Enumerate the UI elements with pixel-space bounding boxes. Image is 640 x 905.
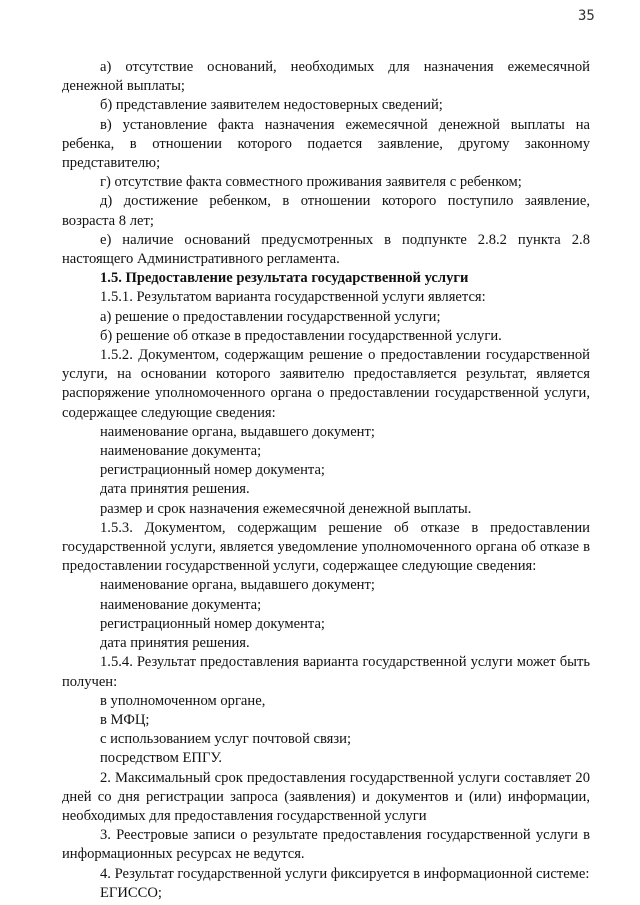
paragraph: 2. Максимальный срок предоставления государственной услуги составляет 20 дней со дня регистрации запроса (заявления) и документов и (или) информации, необходимых для предоставления государственной услуги: [62, 769, 590, 824]
paragraph: дата принятия решения.: [100, 635, 250, 652]
paragraph: ЕГИССО;: [100, 884, 162, 901]
paragraph: г) отсутствие факта совместного проживания заявителя с ребенком;: [100, 174, 522, 191]
paragraph: 4. Результат государственной услуги фиксируется в информационной системе:: [100, 865, 590, 882]
paragraph: 1.5.4. Результат предоставления варианта государственной услуги может быть получен:: [62, 654, 590, 690]
paragraph: в) установление факта назначения ежемесячной денежной выплаты на ребенка, в отношении которого подается заявление, другому законному представителю;: [62, 116, 590, 172]
paragraph: б) решение об отказе в предоставлении государственной услуги.: [100, 327, 502, 344]
paragraph: регистрационный номер документа;: [100, 462, 325, 479]
paragraph: с использованием услуг почтовой связи;: [100, 731, 352, 748]
paragraph: наименование документа;: [100, 443, 262, 460]
paragraph: 1.5.2. Документом, содержащим решение о предоставлении государственной услуги, на основании которого заявителю предоставляется результат, является распоряжение уполномоченного органа о предоставлении государственной услуги, содержащее следующие сведения:: [62, 347, 590, 421]
section-heading: 1.5. Предоставление результата государственной услуги: [100, 270, 469, 287]
paragraph: в МФЦ;: [100, 711, 150, 728]
document-body: [62, 58, 590, 903]
paragraph: е) наличие оснований предусмотренных в подпункте 2.8.2 пункта 2.8 настоящего Административного регламента.: [62, 231, 590, 268]
paragraph: размер и срок назначения ежемесячной денежной выплаты.: [100, 500, 472, 517]
paragraph: регистрационный номер документа;: [100, 615, 325, 632]
paragraph: в уполномоченном органе,: [100, 692, 266, 709]
paragraph: наименование органа, выдавшего документ;: [100, 577, 375, 594]
page-number: 35: [578, 8, 595, 24]
paragraph: наименование органа, выдавшего документ;: [100, 423, 375, 440]
paragraph: б) представление заявителем недостоверных сведений;: [100, 97, 443, 114]
paragraph: д) достижение ребенком, в отношении которого поступило заявление, возраста 8 лет;: [62, 193, 590, 229]
paragraph: а) решение о предоставлении государственной услуги;: [100, 308, 441, 325]
paragraph: дата принятия решения.: [100, 481, 250, 498]
paragraph: 1.5.1. Результатом варианта государственной услуги является:: [100, 289, 486, 306]
paragraph: посредством ЕПГУ.: [100, 750, 222, 767]
paragraph: 1.5.3. Документом, содержащим решение об отказе в предоставлении государственной услуги, является уведомление уполномоченного органа об отказе в предоставлении государственной услуги, содержащее следующие сведения:: [62, 519, 590, 575]
paragraph: наименование документа;: [100, 596, 262, 613]
paragraph: а) отсутствие оснований, необходимых для назначения ежемесячной денежной выплаты;: [62, 59, 590, 95]
paragraph: 3. Реестровые записи о результате предоставления государственной услуги в информационных ресурсах не ведутся.: [62, 827, 590, 863]
